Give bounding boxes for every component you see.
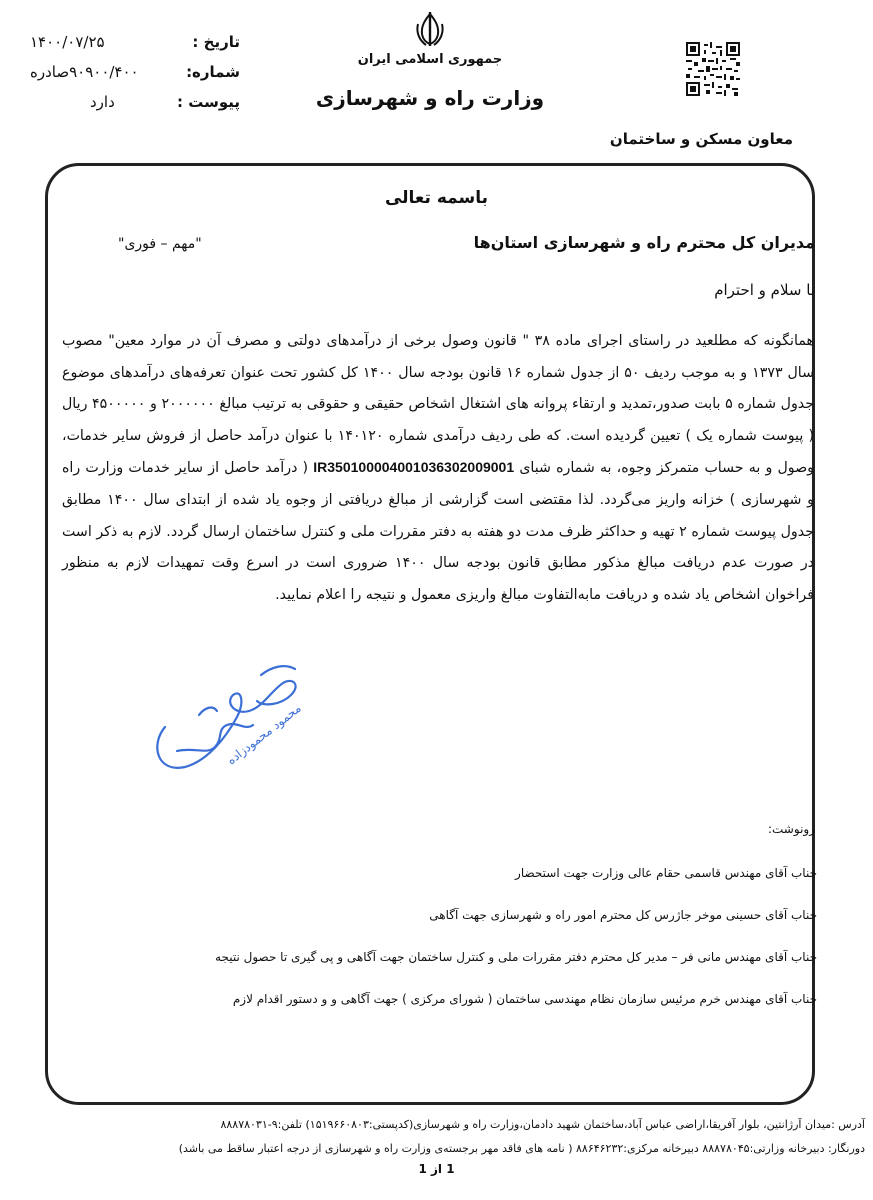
iran-emblem-icon	[413, 10, 447, 50]
letter-body	[62, 326, 814, 611]
iban-number: IR350100004001036302009001	[313, 459, 515, 476]
cc-item: جناب آقای مهندس مانی فر – مدیر کل محترم دفتر مقررات ملی و کنترل ساختمان جهت آگاهی و پی گیری تا حصول نتیجه	[215, 950, 817, 964]
attachment-row	[30, 90, 240, 114]
greeting: با سلام و احترام	[714, 281, 815, 299]
body-part-1: همانگونه که مطلعید در راستای اجرای ماده ۳۸ " قانون وصول برخی از درآمدهای دولتی و مصرف آن در موارد معین" مصوب سال ۱۳۷۳ و به موجب ردیف ۵۰ از جدول شماره ۱۶ قانون بودجه سال ۱۴۰۰ کل کشور تحت عنوان تعرفه‌های درآمدهای موضوع جدول شماره ۵ بابت صدور،تمدید و ارتقاء پروانه های اشتغال اشخاص حقیقی و حقوقی به ترتیب مبالغ ۲۰۰۰۰۰۰ و ۴۵۰۰۰۰۰ ریال ( پیوست شماره یک ) تعیین گردیده است. که طی ردیف درآمدی شماره ۱۴۰۱۲۰ با عنوان درآمد حاصل از فروش سایر خدمات، وصول و به حساب متمرکز وجوه، به شماره شبای	[62, 333, 815, 477]
deputy-title: معاون مسکن و ساختمان	[609, 130, 793, 148]
ministry-title: وزارت راه و شهرسازی	[315, 86, 545, 110]
footer-fax: دورنگار: دبیرخانه وزارتی:۸۸۸۷۸۰۴۵ دبیرخانه مرکزی:۸۸۶۴۶۲۳۲ ( نامه های فاقد مهر برجسته‌ی وزارت راه و شهرسازی از درجه اعتبار ساقط می باشد)	[178, 1142, 865, 1155]
cc-title: رونوشت:	[767, 822, 815, 836]
signature-image	[145, 655, 315, 785]
bismillah: باسمه تعالی	[384, 188, 489, 208]
number-row	[30, 60, 240, 84]
cc-item: جناب آقای مهندس خرم مرئیس سازمان نظام مهندسی ساختمان ( شورای مرکزی ) جهت آگاهی و و دستور اقدام لازم	[232, 992, 817, 1006]
addressee: مدیران کل محترم راه و شهرسازی استان‌ها	[473, 233, 815, 252]
body-part-2: ( درآمد حاصل از سایر خدمات وزارت راه و شهرسازی ) خزانه واریز می‌گردد. لذا مقتضی است گزارشی از مبالغ دریافتی از وجوه یاد شده از ابتدای سال ۱۴۰۰ مطابق جدول پیوست شماره ۲ تهیه و حداکثر ظرف مدت دو هفته به دفتر مقررات ملی و کنترل ساختمان ارسال گردد. لازم به ذکر است در صورت عدم دریافت مبالغ مذکور مطابق قانون بودجه سال ۱۴۰۰ ضروری است در اسرع وقت تمهیدات لازم به منظور فراخوان اشخاص یاد شده و دریافت مابه‌التفاوت مبالغ واریزی معمول و نتیجه را اعلام نمایید.	[62, 460, 814, 603]
date-value: ۱۴۰۰/۰۷/۲۵	[30, 33, 105, 51]
republic-title: جمهوری اسلامی ایران	[357, 52, 503, 67]
page-number: 1 از 1	[418, 1162, 455, 1176]
date-row	[30, 30, 240, 54]
date-label: تاریخ :	[192, 33, 240, 51]
cc-item: جناب آقای مهندس قاسمی حقام عالی وزارت جهت استحضار	[515, 866, 817, 880]
urgency-label: "مهم – فوری"	[118, 236, 202, 252]
qr-code-icon	[686, 42, 740, 96]
footer-address: آدرس :میدان آرژانتین، بلوار آفریقا،اراضی عباس آباد،ساختمان شهید دادمان،وزارت راه و شهرسازی(کدپستی:۱۵۱۹۶۶۰۸۰۳) تلفن:۹-۸۸۸۷۸۰۳۱	[220, 1118, 865, 1131]
number-label: شماره:	[186, 63, 240, 81]
signature-caption: محمود محمودزاده	[224, 700, 304, 768]
number-value: ۹۰۹۰۰/۴۰۰صادره	[30, 63, 139, 81]
cc-item: جناب آقای حسینی موخر جاژرس کل محترم امور راه و شهرسازی جهت آگاهی	[429, 908, 817, 922]
attachment-label: پیوست :	[176, 93, 240, 111]
attachment-value: دارد	[90, 93, 115, 111]
